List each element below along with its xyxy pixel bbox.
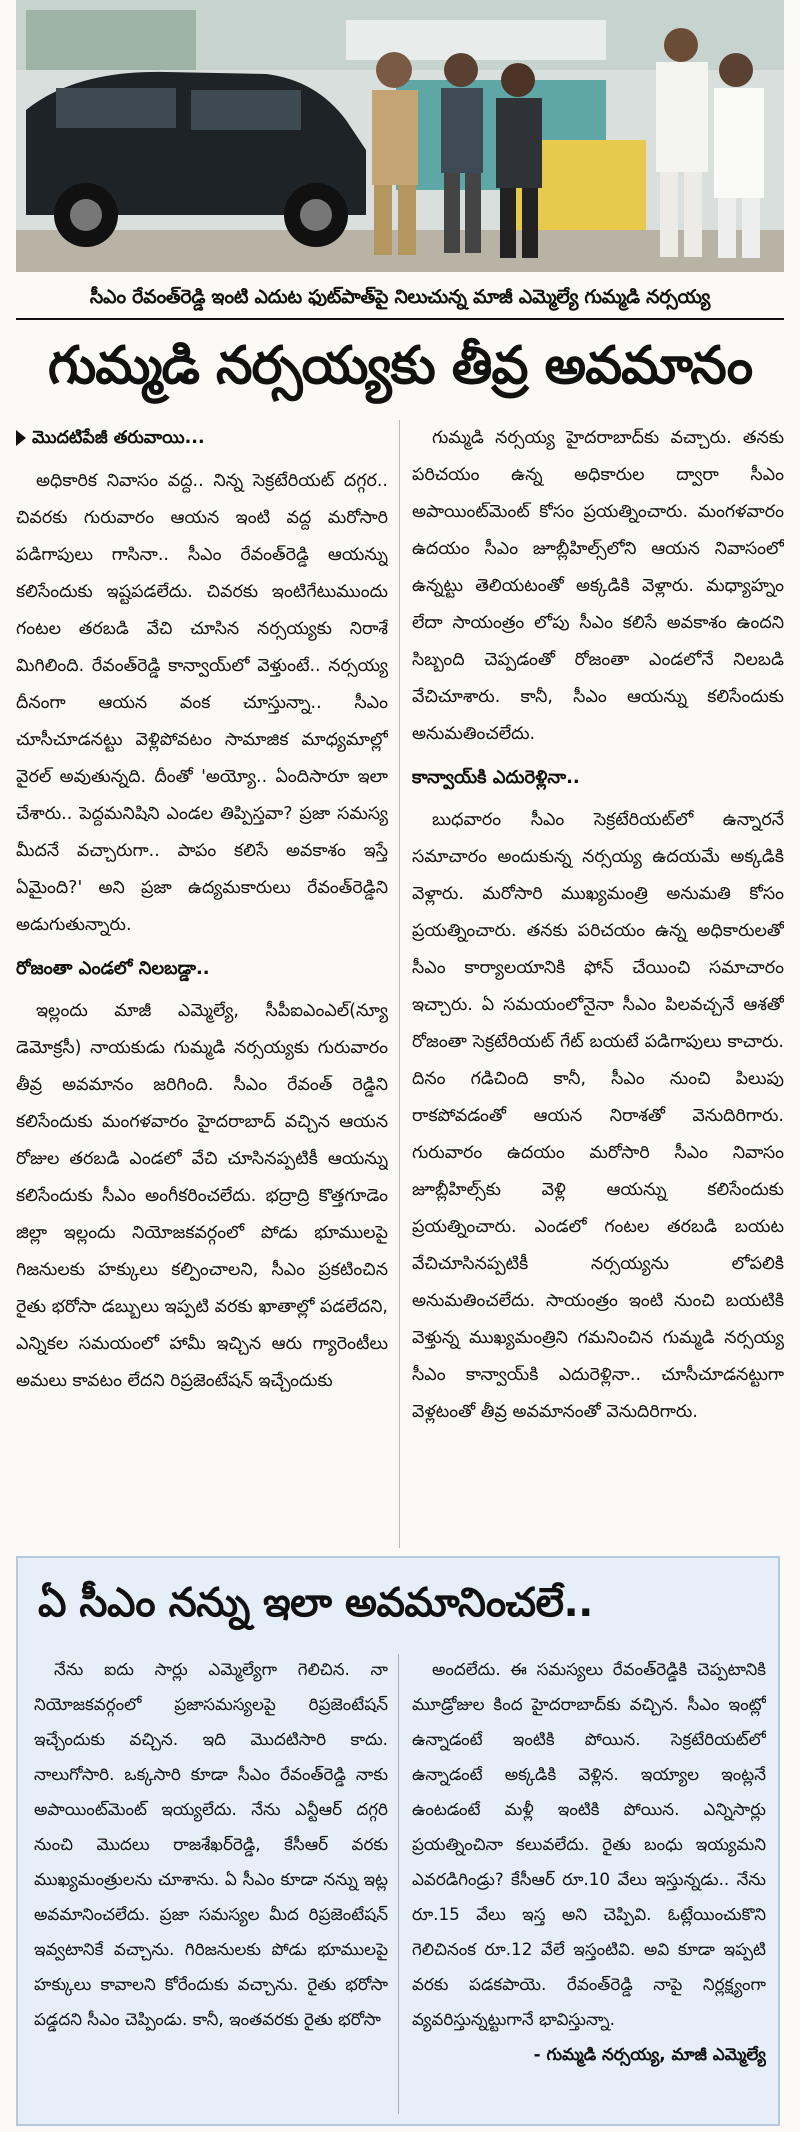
quote-column-left	[34, 1652, 388, 2122]
article-column-right	[412, 420, 784, 1548]
headline: గుమ్మడి నర్సయ్యకు తీవ్ర అవమానం	[47, 336, 753, 396]
article-body	[16, 420, 784, 1548]
quote-column-right	[412, 1652, 766, 2122]
paragraph: గుమ్మడి నర్సయ్య హైదరాబాద్‌కు వచ్చారు. తనకు పరిచయం ఉన్న అధికారుల ద్వారా సీఎం అపాయింట్‌మెంట్‌ కోసం ప్రయత్నించారు. మంగళవారం ఉదయం సీఎం జూబ్లీహిల్స్‌లోని ఆయన నివాసంలో ఉన్నట్టు తెలియటంతో అక్కడికి వెళ్లారు. మధ్యాహ్నం లేదా సాయంత్రం లోపు సీఎం కలిసే అవకాశం ఉందని సిబ్బంది చెప్పడంతో రోజంతా ఎండలోనే నిలబడి వేచిచూశారు. కానీ, సీఎం ఆయన్ను కలిసేందుకు అనుమతించలేదు.	[412, 428, 784, 744]
quote-paragraph: అందలేదు. ఈ సమస్యలు రేవంత్‌రెడ్డికి చెప్పటానికి మూడ్రోజుల కింద హైదరాబాద్‌కు వచ్చిన. సీఎం ఇంట్లో ఉన్నాడంటే ఇంటికి పోయిన. సెక్రటేరియట్‌లో ఉన్నాడంటే అక్కడికి వెళ్లిన. ఇయ్యాల ఇంట్లనే ఉంటడంటే మళ్లీ ఇంటికి పోయిన. ఎన్నిసార్లు ప్రయత్నించినా కలువలేదు. రైతు బంధు ఇయ్యమని ఎవరడిగిండ్రు? కేసీఆర్‌ రూ.10 వేలు ఇస్తున్నడు.. నేను రూ.15 వేలు ఇస్త అని చెప్పివి. ఓట్లేయించుకొని గెలిచినంక రూ.12 వేలే ఇస్తంటివి. అవి కూడా ఇప్పటి వరకు పడకపాయె. రేవంత్‌రెడ్డి నాపై నిర్లక్ష్యంగా వ్యవరిస్తున్నట్టుగానే భావిస్తున్నా.	[412, 1659, 766, 2029]
paragraph: ఇల్లందు మాజీ ఎమ్మెల్యే, సీపీఐఎంఎల్‌(న్యూ డెమోక్రసీ) నాయకుడు గుమ్మడి నర్సయ్యకు గురువారం తీవ్ర అవమానం జరిగింది. సీఎం రేవంత్‌ రెడ్డిని కలిసేందుకు మంగళవారం హైదరాబాద్‌ వచ్చిన ఆయన రోజుల తరబడి ఎండలో వేచి చూసినప్పటికీ ఆయన్ను కలిసేందుకు సీఎం అంగీకరించలేదు. భద్రాద్రి కొత్తగూడెం జిల్లా ఇల్లందు నియోజకవర్గంలో పోడు భూములపై గిజనులకు హక్కులు కల్పించాలని, సీఎం ప్రకటించిన రైతు భరోసా డబ్బులు ఇప్పటి వరకు ఖాతాల్లో పడలేదని, ఎన్నికల సమయంలో హామీ ఇచ్చిన ఆరు గ్యారెంటీలు అమలు కావటం లేదని రిప్రజెంటేషన్‌ ఇచ్చేందుకు	[16, 1001, 388, 1391]
paragraph: బుధవారం సీఎం సెక్రటేరియట్‌లో ఉన్నారనే సమాచారం అందుకున్న నర్సయ్య ఉదయమే అక్కడికి వెళ్లారు. మరోసారి ముఖ్యమంత్రి అనుమతి కోసం ప్రయత్నించారు. తనకు పరిచయం ఉన్న అధికారులతో సీఎం కార్యాలయానికి ఫోన్‌ చేయించి సమాచారం ఇచ్చారు. ఏ సమయంలోనైనా సీఎం పిలవచ్చనే ఆశతో రోజంతా సెక్రటేరియట్‌ గేట్‌ బయటే పడిగాపులు కాచారు. దినం గడిచింది కానీ, సీఎం నుంచి పిలుపు రాకపోవడంతో ఆయన నిరాశతో వెనుదిరిగారు. గురువారం ఉదయం మరోసారి సీఎం నివాసం జూబ్లీహిల్స్‌కు వెళ్లి ఆయన్ను కలిసేందుకు ప్రయత్నించారు. ఎండలో గంటల తరబడి బయట వేచిచూసినప్పటికీ నర్సయ్యను లోపలికి అనుమతించలేదు. సాయంత్రం ఇంటి నుంచి బయటికి వెళ్తున్న ముఖ్యమంత్రిని గమనించిన గుమ్మడి నర్సయ్య సీఎం కాన్వాయ్‌కి ఎదురెళ్లినా.. చూసీచూడనట్టుగా వెళ్లటంతో తీవ్ర అవమానంతో వెనుదిరిగారు.	[412, 810, 784, 1422]
quote-box	[16, 1556, 780, 2126]
column-divider	[399, 420, 400, 1548]
photo-illustration	[16, 0, 784, 272]
photo-caption: సీఎం రేవంత్‌రెడ్డి ఇంటి ఎదుట ఫుట్‌పాత్‌పై నిలుచున్న మాజీ ఎమ్మెల్యే గుమ్మడి నర్సయ్య	[16, 276, 784, 320]
news-photo	[16, 0, 784, 272]
continued-label: మొదటిపేజీ తరువాయి...	[32, 428, 205, 448]
paragraph: అధికారిక నివాసం వద్ద.. నిన్న సెక్రటేరియట్‌ దగ్గర.. చివరకు గురువారం ఆయన ఇంటి వద్ద మరోసారి పడిగాపులు గాసినా.. సీఎం రేవంత్‌రెడ్డి ఆయన్ను కలిసేందుకు ఇష్టపడలేదు. చివరకు ఇంటిగేటుముందు గంటల తరబడి వేచి చూసిన నర్సయ్యకు నిరాశే మిగిలింది. రేవంత్‌రెడ్డి కాన్వాయ్‌లో వెళ్తుంటే.. నర్సయ్య దీనంగా ఆయన వంక చూస్తున్నా.. సీఎం చూసీచూడనట్టు వెళ్లిపోవటం సామాజిక మాధ్యమాల్లో వైరల్‌ అవుతున్నది. దీంతో 'అయ్యో.. ఏందిసారూ ఇలా చేశారు.. పెద్దమనిషిని ఎండల తిప్పిస్తవా? ప్రజా సమస్య మీదనే వచ్చారుగా.. పాపం కలిసే అవకాశం ఇస్తే ఏమైంది?' అని ప్రజా ఉద్యమకారులు రేవంత్‌రెడ్డిని అడుగుతున్నారు.	[16, 471, 388, 935]
signature: - గుమ్మడి నర్సయ్య, మాజీ ఎమ్మెల్యే	[533, 2044, 766, 2064]
subheading: రోజంతా ఎండలో నిలబడ్డా..	[16, 958, 210, 979]
arrow-icon	[16, 430, 26, 446]
continued-line	[16, 420, 388, 457]
column-divider	[398, 1654, 399, 2114]
article-column-left	[16, 420, 388, 1548]
quote-box-heading: ఏ సీఎం నన్ను ఇలా అవమానించలే..	[38, 1580, 593, 1626]
subheading: కాన్వాయ్‌కి ఎదురెళ్లినా..	[412, 767, 580, 788]
quote-paragraph: నేను ఐదు సార్లు ఎమ్మెల్యేగా గెలిచిన. నా నియోజకవర్గంలో ప్రజాసమస్యలపై రిప్రజెంటేషన్‌ ఇచ్చేందుకు వచ్చిన. ఇది మొదటిసారి కాదు. నాలుగోసారి. ఒక్కసారి కూడా సీఎం రేవంత్‌రెడ్డి నాకు అపాయింట్‌మెంట్‌ ఇయ్యలేదు. నేను ఎన్టీఆర్‌ దగ్గరి నుంచి మొదలు రాజశేఖర్‌రెడ్డి, కేసీఆర్‌ వరకు ముఖ్యమంత్రులను చూశాను. ఏ సీఎం కూడా నన్ను ఇట్ల అవమానించలేదు. ప్రజా సమస్యల మీద రిప్రజెంటేషన్‌ ఇవ్వటానికే వచ్చాను. గిరిజనులకు పోడు భూములపై హక్కులు కావాలని కోరేందుకు వచ్చాను. రైతు భరోసా పడ్డదని సీఎం చెప్పిండు. కానీ, ఇంతవరకు రైతు భరోసా	[34, 1659, 388, 2029]
